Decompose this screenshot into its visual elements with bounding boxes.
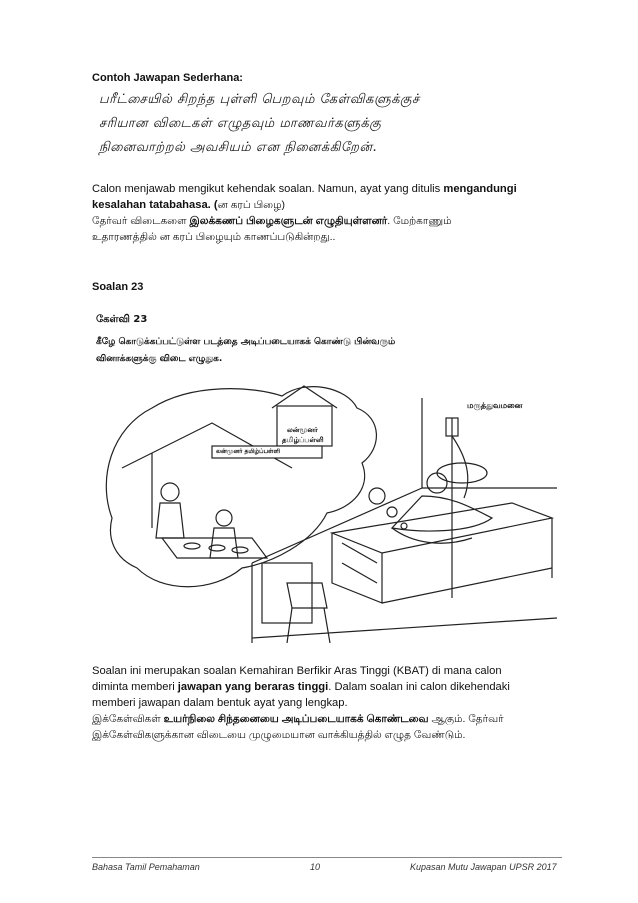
footer-divider [92, 857, 562, 858]
para-line-1 [92, 181, 562, 197]
banner-label: லன்மூனர் தமிழ்ப்பள்ளி [216, 448, 281, 455]
school-label-2: தமிழ்ப்பள்ளி [282, 436, 324, 444]
para-line-2 [92, 197, 562, 213]
question-line-2: வினாக்களுக்கு விடை எழுதுக. [96, 354, 223, 364]
kbat-line-2 [92, 679, 562, 695]
page-number: 10 [310, 862, 321, 872]
kbat-line-5: இக்கேள்விகளுக்கான விடையை முழுமையான வாக்கியத்தில் எழுத வேண்டும். [92, 729, 466, 741]
section-heading-soalan: Soalan 23 [92, 281, 144, 293]
kbat-paragraph [92, 663, 562, 743]
analysis-paragraph [92, 181, 562, 245]
para-text: Calon menjawab mengikut kehendak soalan. Namun, ayat yang ditulis [92, 183, 444, 195]
kbat-text: . Dalam soalan ini calon dikehendaki [328, 681, 510, 693]
footer-right: Kupasan Mutu Jawapan UPSR 2017 [410, 862, 557, 872]
kbat-tamil: ஆகும். தேர்வர் [428, 713, 504, 725]
para-line-4: உதாரணத்தில் ன கரப் பிழையும் காணப்படுகின்றது.. [92, 231, 336, 243]
kbat-line-4 [92, 711, 562, 727]
para-bold: kesalahan tatabahasa. ( [92, 199, 218, 211]
para-tamil: . மேற்காணும் [387, 215, 452, 227]
question-title: கேள்வி 23 [96, 314, 148, 325]
para-bold: mengandungi [443, 183, 517, 195]
kbat-line-1: Soalan ini merupakan soalan Kemahiran Berfikir Aras Tinggi (KBAT) di mana calon [92, 665, 502, 677]
handwriting-line-3: நினைவாற்றல் அவசியம் என நினைக்கிறேன். [99, 140, 378, 155]
handwriting-line-2: சரியான விடைகள் எழுதவும் மாணவர்களுக்கு [99, 116, 382, 131]
handwriting-line-1: பரீட்சையில் சிறந்த புள்ளி பெறவும் கேள்விகளுக்குச் [99, 92, 420, 107]
para-tamil: தேர்வர் விடைகளை [92, 215, 190, 227]
section-heading-contoh: Contoh Jawapan Sederhana: [92, 72, 243, 84]
school-label-1: லன்மூனர் [287, 426, 318, 434]
para-line-3 [92, 213, 562, 229]
kbat-text: diminta memberi [92, 681, 178, 693]
kbat-bold: உயர்நிலை சிந்தனையை அடிப்படையாகக் கொண்டவை [163, 713, 429, 725]
question-scan [92, 306, 562, 646]
question-line-1: கீழே கொடுக்கப்பட்டுள்ள படத்தை அடிப்படையாகக் கொண்டு பின்வரும் [96, 337, 396, 347]
kbat-line-3: memberi jawapan dalam bentuk ayat yang lengkap. [92, 697, 348, 709]
handwritten-answer-image [95, 90, 555, 168]
kbat-tamil: இக்கேள்விகள் [92, 713, 164, 725]
footer-left: Bahasa Tamil Pemahaman [92, 862, 200, 872]
para-bold: இலக்கணப் பிழைகளுடன் எழுதியுள்ளனர் [189, 215, 388, 227]
para-tamil: ன கரப் பிழை) [217, 199, 286, 211]
hospital-label: மருத்துவமனை [467, 401, 523, 410]
kbat-bold: jawapan yang beraras tinggi [177, 681, 329, 693]
